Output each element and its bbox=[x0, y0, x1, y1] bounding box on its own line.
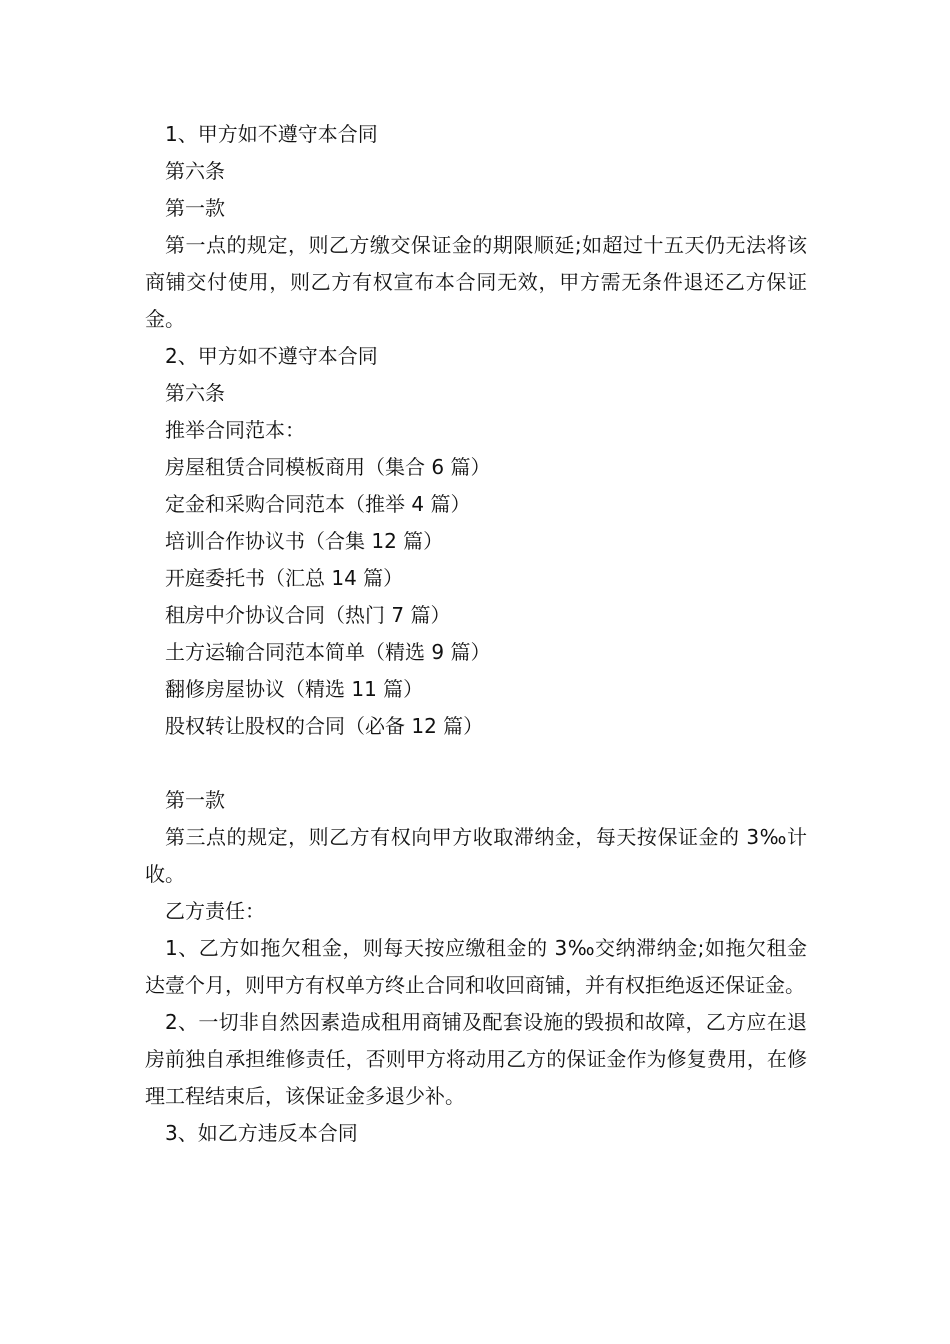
recommended-template-link[interactable]: 土方运输合同范本简单（精选 9 篇） bbox=[165, 640, 491, 664]
clause-paragraph: 第三点的规定，则乙方有权向甲方收取滞纳金，每天按保证金的 3‰计收。 bbox=[145, 825, 807, 886]
clause-paragraph: 第一点的规定，则乙方缴交保证金的期限顺延;如超过十五天仍无法将该商铺交付使用，则乙方有权宣布本合同无效，甲方需无条件退还乙方保证金。 bbox=[145, 233, 807, 331]
recommended-template-link[interactable]: 定金和采购合同范本（推举 4 篇） bbox=[165, 492, 471, 516]
document-body bbox=[145, 116, 807, 1152]
clause-paragraph: 3、如乙方违反本合同 bbox=[165, 1121, 358, 1145]
clause-paragraph: 1、甲方如不遵守本合同 bbox=[165, 122, 378, 146]
article-heading: 第六条 bbox=[165, 159, 225, 183]
recommended-template-link[interactable]: 股权转让股权的合同（必备 12 篇） bbox=[165, 714, 484, 738]
recommended-template-link[interactable]: 开庭委托书（汇总 14 篇） bbox=[165, 566, 404, 590]
clause-paragraph: 2、一切非自然因素造成租用商铺及配套设施的毁损和故障，乙方应在退房前独自承担维修责任，否则甲方将动用乙方的保证金作为修复费用，在修理工程结束后，该保证金多退少补。 bbox=[145, 1010, 807, 1108]
section-heading: 第一款 bbox=[165, 788, 225, 812]
clause-paragraph: 1、乙方如拖欠租金，则每天按应缴租金的 3‰交纳滞纳金;如拖欠租金达壹个月，则甲方有权单方终止合同和收回商铺，并有权拒绝返还保证金。 bbox=[145, 936, 807, 997]
section-heading: 第一款 bbox=[165, 196, 225, 220]
recommended-template-link[interactable]: 翻修房屋协议（精选 11 篇） bbox=[165, 677, 424, 701]
party-b-responsibilities-heading: 乙方责任： bbox=[165, 899, 265, 923]
recommended-templates-heading: 推举合同范本： bbox=[165, 418, 305, 442]
blank-line bbox=[145, 745, 807, 782]
recommended-template-link[interactable]: 培训合作协议书（合集 12 篇） bbox=[165, 529, 444, 553]
recommended-template-link[interactable]: 租房中介协议合同（热门 7 篇） bbox=[165, 603, 451, 627]
clause-paragraph: 2、甲方如不遵守本合同 bbox=[165, 344, 378, 368]
recommended-template-link[interactable]: 房屋租赁合同模板商用（集合 6 篇） bbox=[165, 455, 491, 479]
article-heading: 第六条 bbox=[165, 381, 225, 405]
